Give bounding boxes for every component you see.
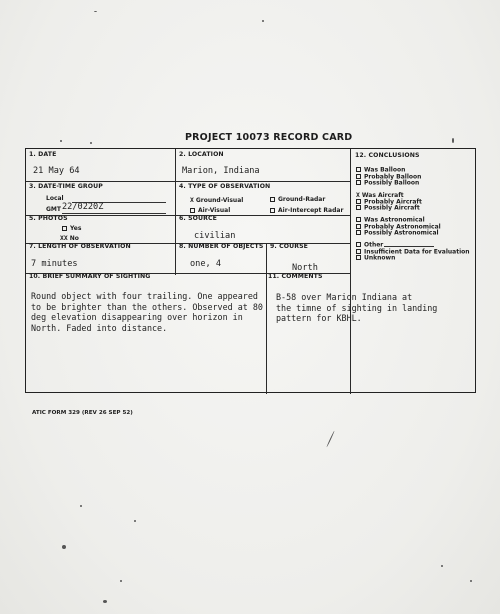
conclusion-option-label: Possibly Aircraft [364, 204, 420, 212]
objects-value: one, 4 [190, 259, 222, 269]
conclusion-option-label: Was Balloon [364, 166, 406, 174]
observation-type-label: 4. TYPE OF OBSERVATION [179, 183, 271, 190]
course-label: 9. COURSE [270, 243, 308, 250]
checkbox [356, 217, 361, 222]
checkbox [356, 199, 361, 204]
photos-label: 5. PHOTOS [29, 215, 68, 222]
date-value: 21 May 64 [33, 166, 80, 176]
observation-option-ground-radar[interactable]: Ground-Radar [270, 196, 325, 203]
conclusion-option-label: Insufficient Data for Evaluation [364, 248, 470, 255]
summary-line: Round object with four trailing. One appeared [31, 291, 258, 301]
conclusion-option[interactable] [356, 255, 395, 262]
checkbox [62, 226, 67, 231]
dtg-label: 3. DATE-TIME GROUP [29, 183, 103, 190]
conclusion-option-label: Was Aircraft [361, 192, 404, 199]
conclusion-option-label: Probably Balloon [364, 173, 422, 180]
form-footer: ATIC FORM 329 (REV 26 SEP 52) [32, 410, 133, 416]
card-title: PROJECT 10073 RECORD CARD [185, 132, 353, 143]
summary-line: deg elevation disappearing over horizon in [31, 312, 243, 323]
conclusion-option-label: Probably Aircraft [364, 198, 422, 205]
conclusion-option-label: Possibly Balloon [364, 179, 420, 187]
comments-line: pattern for KBHL. [276, 313, 362, 324]
summary-line: to be brighter than the others. Observed at 80 [31, 301, 263, 312]
dtg-gmt-line [62, 213, 166, 214]
summary-label: 10. BRIEF SUMMARY OF SIGHTING [29, 273, 151, 280]
grid-line [266, 243, 267, 394]
conclusion-option-label: Probably Astronomical [364, 223, 441, 230]
grid-line [350, 149, 351, 394]
checkbox-mark: X [190, 196, 194, 204]
date-label: 1. DATE [29, 151, 57, 158]
comments-line: B-58 over Marion Indiana at [276, 292, 413, 302]
conclusion-option-label: Other [364, 241, 384, 249]
location-value: Marion, Indiana [182, 166, 260, 176]
checkbox [356, 224, 361, 229]
scan-speck [60, 140, 62, 142]
observation-option-air-visual[interactable]: Air-Visual [190, 207, 230, 214]
comments-line: the timne of sighting in landing [276, 302, 438, 313]
scan-speck [134, 520, 136, 522]
length-value: 7 minutes [31, 259, 78, 269]
dtg-gmt-label: GMT [46, 206, 61, 213]
checkbox [356, 167, 361, 172]
conclusion-option-label: Was Astronomical [364, 216, 425, 224]
scan-speck [441, 565, 443, 567]
grid-line [26, 181, 350, 182]
course-value: North [292, 263, 318, 273]
length-label: 7. LENGTH OF OBSERVATION [29, 243, 131, 250]
conclusion-option[interactable] [356, 230, 439, 237]
comments-label: 11. COMMENTS [268, 273, 323, 280]
observation-option-ground-visual[interactable]: X Ground-Visual [190, 196, 244, 204]
scan-speck [62, 545, 66, 549]
scan-speck [90, 142, 92, 144]
objects-label: 8. NUMBER OF OBJECTS [179, 243, 264, 250]
dtg-local-label: Local [46, 195, 64, 202]
conclusion-option-label: Unknown [364, 254, 396, 262]
checkbox [270, 197, 275, 202]
scan-speck [103, 600, 107, 603]
source-label: 6. SOURCE [179, 215, 217, 222]
conclusions-label: 12. CONCLUSIONS [355, 152, 420, 159]
checkbox [356, 242, 361, 247]
checkbox [356, 249, 361, 254]
conclusion-option[interactable] [356, 180, 419, 187]
checkbox-mark: X [356, 191, 360, 199]
checkbox [356, 255, 361, 260]
checkbox [190, 208, 195, 213]
grid-line [175, 149, 176, 275]
checkbox-mark: XX [60, 234, 68, 242]
scan-speck [326, 431, 335, 448]
checkbox [356, 205, 361, 210]
checkbox [270, 208, 275, 213]
summary-line: North. Faded into distance. [31, 322, 168, 333]
photos-option-yes[interactable]: Yes [62, 225, 81, 232]
conclusion-option[interactable] [356, 205, 420, 212]
scan-speck [452, 138, 454, 143]
scan-speck [120, 580, 122, 582]
location-label: 2. LOCATION [179, 151, 224, 158]
scan-speck [470, 580, 472, 582]
source-value: civilian [194, 231, 236, 241]
photos-option-no[interactable]: XX No [60, 234, 79, 242]
scan-speck [262, 20, 264, 22]
dtg-gmt-value: 22/0220Z [62, 202, 104, 212]
other-blank-line [384, 246, 434, 247]
checkbox [356, 230, 361, 235]
checkbox [356, 180, 361, 185]
scan-speck [80, 505, 82, 507]
scan-speck [94, 11, 97, 12]
checkbox [356, 174, 361, 179]
conclusion-option-label: Possibly Astronomical [364, 229, 439, 237]
observation-option-air-intercept-radar[interactable]: Air-Intercept Radar [270, 207, 343, 214]
